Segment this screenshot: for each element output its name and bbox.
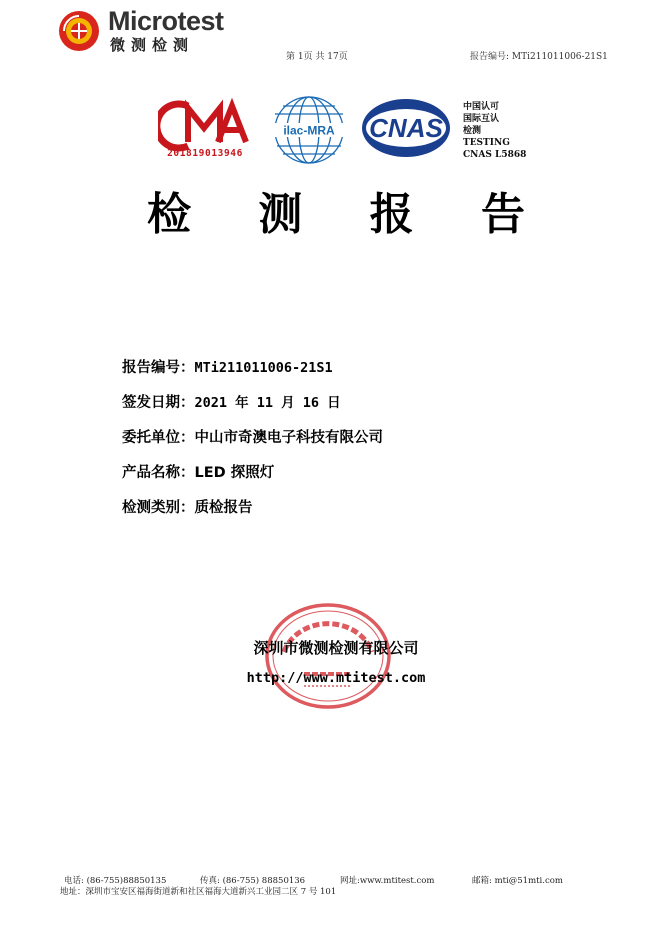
cma-number: 201819013946 <box>167 148 243 159</box>
page-info: 第 1页 共 17页 <box>286 52 348 62</box>
field-issue-date <box>122 391 341 412</box>
footer-email: 邮箱: mti@51mti.com <box>472 876 563 886</box>
cnas-line: 国际互认 <box>463 114 500 124</box>
footer-phone: 电话: (86-755)88850135 <box>64 876 167 886</box>
brand-name-cn: 微测检测 <box>110 36 195 54</box>
field-label: 报告编号： <box>122 360 195 376</box>
cnas-logo-icon <box>360 96 452 160</box>
issuer-company-name: 深圳市微测检测有限公司 <box>253 639 419 657</box>
microtest-logo-icon <box>58 10 100 52</box>
field-label: 签发日期： <box>122 395 195 411</box>
field-value: 2021 年 11 月 16 日 <box>194 395 341 411</box>
brand-name-en: Microtest <box>108 6 224 36</box>
cnas-line: TESTING <box>463 138 510 148</box>
cnas-line: 检测 <box>463 126 482 136</box>
field-value: MTi211011006-21S1 <box>194 360 333 376</box>
cnas-accreditation-text <box>463 101 526 161</box>
field-report-number <box>122 356 333 377</box>
field-product-name <box>122 461 274 482</box>
field-value: 中山市奇澳电子科技有限公司 <box>194 430 383 446</box>
field-value: LED 探照灯 <box>194 465 275 481</box>
ilac-mra-logo-icon <box>268 94 350 166</box>
field-client <box>122 426 383 447</box>
field-value: 质检报告 <box>194 500 253 516</box>
document-title: 检 测 报 告 <box>147 189 551 240</box>
cnas-line: CNAS L5868 <box>463 150 527 160</box>
footer-address: 地址：深圳市宝安区福海街道新和社区福海大道新兴工业园二区 7 号 101 <box>60 887 337 897</box>
cnas-line: 中国认可 <box>463 102 500 112</box>
header-report-number: 报告编号: MTi211011006-21S1 <box>470 52 608 62</box>
svg-text:ilac-MRA: ilac-MRA <box>283 123 335 138</box>
footer-website: 网址:www.mtitest.com <box>340 876 435 886</box>
field-label: 检测类别： <box>122 500 195 516</box>
svg-text:CNAS: CNAS <box>369 113 443 143</box>
footer-fax: 传真: (86-755) 88850136 <box>200 876 306 886</box>
field-test-category <box>122 496 253 517</box>
issuer-website: http://www.mtitest.com <box>246 670 426 686</box>
field-label: 委托单位： <box>122 430 195 446</box>
field-label: 产品名称： <box>122 465 195 481</box>
